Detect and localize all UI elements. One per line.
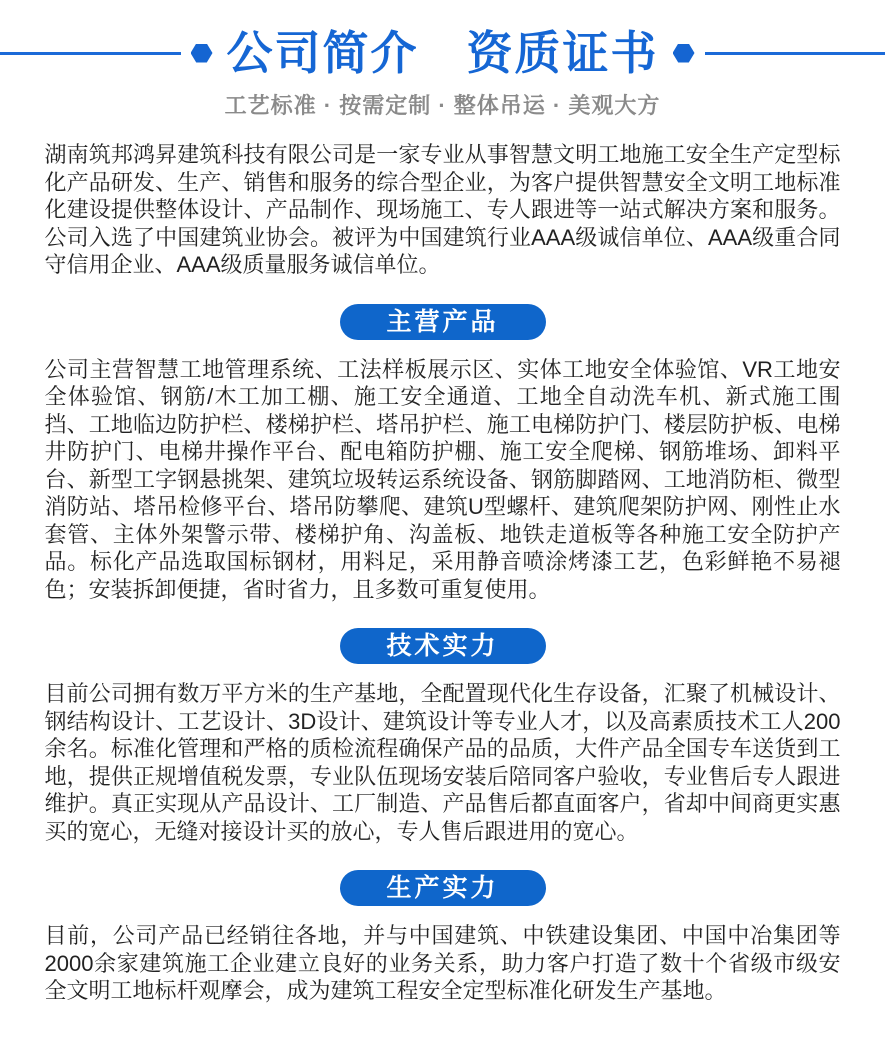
main-products-paragraph: 公司主营智慧工地管理系统、工法样板展示区、实体工地安全体验馆、VR工地安全体验馆、钢筋/木工加工棚、施工安全通道、工地全自动洗车机、新式施工围挡、工地临边防护栏、楼梯护栏、塔吊护栏、施工电梯防护门、楼层防护板、电梯井防护门、电梯井操作平台、配电箱防护棚、施工安全爬梯、钢筋堆场、卸料平台、新型工字钢悬挑架、建筑垃圾转运系统设备、钢筋脚踏网、工地消防柜、微型消防站、塔吊检修平台、塔吊防攀爬、建筑U型螺杆、建筑爬架防护网、刚性止水套管、主体外架警示带、楼梯护角、沟盖板、地铁走道板等各种施工安全防护产品。标化产品选取国标钢材，用料足，采用静音喷涂烤漆工艺，色彩鲜艳不易褪色；安装拆卸便捷，省时省力，且多数可重复使用。 xyxy=(44,356,841,602)
section-header xyxy=(0,0,885,82)
section-badge-technical-strength: 技术实力 xyxy=(340,628,546,664)
badge-row-production-strength xyxy=(45,870,841,906)
badge-row-main-products xyxy=(45,304,841,340)
technical-strength-paragraph: 目前公司拥有数万平方米的生产基地，全配置现代化生存设备，汇聚了机械设计、钢结构设计、工艺设计、3D设计、建筑设计等专业人才，以及高素质技术工人200余名。标准化管理和严格的质检流程确保产品的品质，大件产品全国专车送货到工地，提供正规增值税发票，专业队伍现场安装后陪同客户验收，专业售后专人跟进维护。真正实现从产品设计、工厂制造、产品售后都直面客户，省却中间商更实惠买的宽心，无缝对接设计买的放心，专人售后跟进用的宽心。 xyxy=(44,681,841,844)
page-title: 公司简介 资质证书 xyxy=(226,27,659,79)
content-area xyxy=(45,141,841,1005)
badge-row-technical-strength xyxy=(45,628,841,664)
header-rule-right xyxy=(705,52,885,55)
company-intro-paragraph: 湖南筑邦鸿昇建筑科技有限公司是一家专业从事智慧文明工地施工安全生产定型标化产品研发、生产、销售和服务的综合型企业，为客户提供智慧安全文明工地标准化建设提供整体设计、产品制作、现场施工、专人跟进等一站式解决方案和服务。公司入选了中国建筑业协会。被评为中国建筑行业AAA级诚信单位、AAA级重合同守信用企业、AAA级质量服务诚信单位。 xyxy=(44,142,841,277)
page-subtitle: 工艺标准 · 按需定制 · 整体吊运 · 美观大方 xyxy=(224,93,661,118)
hexagon-bullet-left-icon xyxy=(191,44,213,63)
section-badge-main-products: 主营产品 xyxy=(340,304,546,340)
hexagon-bullet-right-icon xyxy=(673,44,695,63)
production-strength-paragraph: 目前，公司产品已经销往各地，并与中国建筑、中铁建设集团、中国中冶集团等2000余家建筑施工企业建立良好的业务关系，助力客户打造了数十个省级市级安全文明工地标杆观摩会，成为建筑工程安全定型标准化研发生产基地。 xyxy=(44,923,841,1003)
header-rule-left xyxy=(0,52,181,55)
section-badge-production-strength: 生产实力 xyxy=(340,870,546,906)
